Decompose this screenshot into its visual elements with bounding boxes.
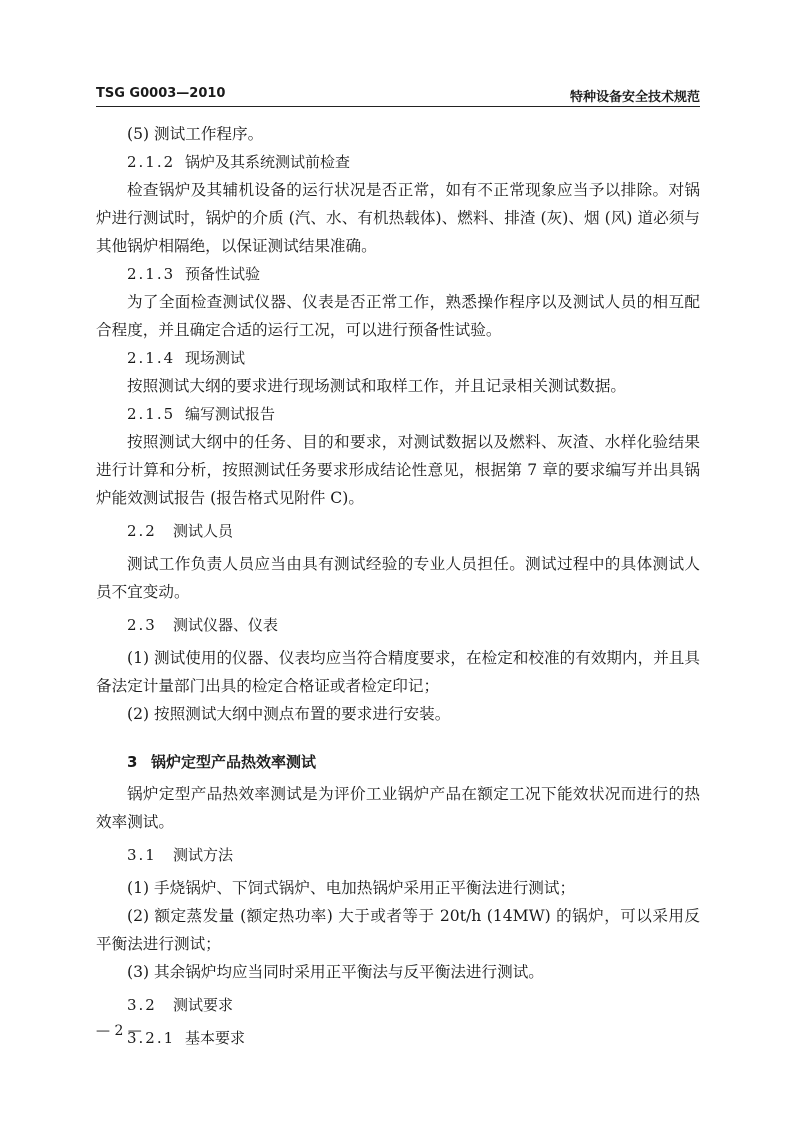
heading-3-2-1 <box>96 1024 700 1052</box>
heading-number: 2.1.3 <box>127 265 176 283</box>
heading-title: 锅炉及其系统测试前检查 <box>185 153 351 171</box>
heading-2-1-5 <box>96 400 700 428</box>
page-number: — 2 — <box>96 1023 142 1039</box>
heading-number: 2.1.2 <box>127 153 176 171</box>
heading-title: 预备性试验 <box>185 265 261 283</box>
paragraph: 按照测试大纲的要求进行现场测试和取样工作，并且记录相关测试数据。 <box>127 377 627 395</box>
paragraph: (1) 手烧锅炉、下饲式锅炉、电加热锅炉采用正平衡法进行测试； <box>127 879 576 897</box>
heading-title: 测试要求 <box>173 996 234 1014</box>
paragraph: (3) 其余锅炉均应当同时采用正平衡法与反平衡法进行测试。 <box>127 963 544 981</box>
paragraph: (2) 按照测试大纲中测点布置的要求进行安装。 <box>127 705 451 723</box>
heading-number: 3.1 <box>127 846 157 864</box>
heading-2-1-3 <box>96 260 700 288</box>
heading-2-1-2 <box>96 148 700 176</box>
paragraph: 测试工作负责人员应当由具有测试经验的专业人员担任。测试过程中的具体测试人员不宜变动。 <box>96 555 700 601</box>
paragraph: 检查锅炉及其辅机设备的运行状况是否正常，如有不正常现象应当予以排除。对锅炉进行测试时，锅炉的介质 (汽、水、有机热载体)、燃料、排渣 (灰)、烟 (风) 道必须与其他锅炉相隔绝，以保证测试结果准确。 <box>96 181 700 255</box>
heading-number: 2.1.5 <box>127 405 176 423</box>
heading-number: 3.2.1 <box>127 1029 176 1047</box>
heading-3-2 <box>96 991 700 1019</box>
paragraph: (2) 额定蒸发量 (额定热功率) 大于或者等于 20t/h (14MW) 的锅炉，可以采用反平衡法进行测试； <box>96 907 700 953</box>
section-title: 锅炉定型产品热效率测试 <box>151 753 317 771</box>
heading-title: 测试方法 <box>173 846 234 864</box>
paragraph: 锅炉定型产品热效率测试是为评价工业锅炉产品在额定工况下能效状况而进行的热效率测试。 <box>96 785 700 831</box>
paragraph: (1) 测试使用的仪器、仪表均应当符合精度要求，在检定和校准的有效期内，并且具备法定计量部门出具的检定合格证或者检定印记； <box>96 649 700 695</box>
running-header <box>96 84 700 107</box>
heading-title: 测试仪器、仪表 <box>173 616 279 634</box>
standard-code: TSG G0003—2010 <box>96 86 226 101</box>
heading-title: 现场测试 <box>185 349 246 367</box>
heading-title: 测试人员 <box>173 522 234 540</box>
heading-number: 2.2 <box>127 522 157 540</box>
heading-2-1-4 <box>96 344 700 372</box>
page-body <box>96 120 700 1052</box>
section-3-heading <box>96 748 700 776</box>
document-series-title: 特种设备安全技术规范 <box>569 90 700 105</box>
heading-number: 3.2 <box>127 996 157 1014</box>
paragraph: 按照测试大纲中的任务、目的和要求，对测试数据以及燃料、灰渣、水样化验结果进行计算和分析，按照测试任务要求形成结论性意见，根据第 7 章的要求编写并出具锅炉能效测试报告 (报告格式见附件 C)。 <box>96 433 700 507</box>
heading-2-3 <box>96 611 700 639</box>
paragraph-procedure: (5) 测试工作程序。 <box>127 125 264 143</box>
heading-title: 编写测试报告 <box>185 405 276 423</box>
heading-number: 2.1.4 <box>127 349 176 367</box>
heading-title: 基本要求 <box>185 1029 246 1047</box>
paragraph: 为了全面检查测试仪器、仪表是否正常工作，熟悉操作程序以及测试人员的相互配合程度，并且确定合适的运行工况，可以进行预备性试验。 <box>96 293 700 339</box>
section-number: 3 <box>127 753 138 771</box>
heading-number: 2.3 <box>127 616 157 634</box>
heading-2-2 <box>96 517 700 545</box>
heading-3-1 <box>96 841 700 869</box>
